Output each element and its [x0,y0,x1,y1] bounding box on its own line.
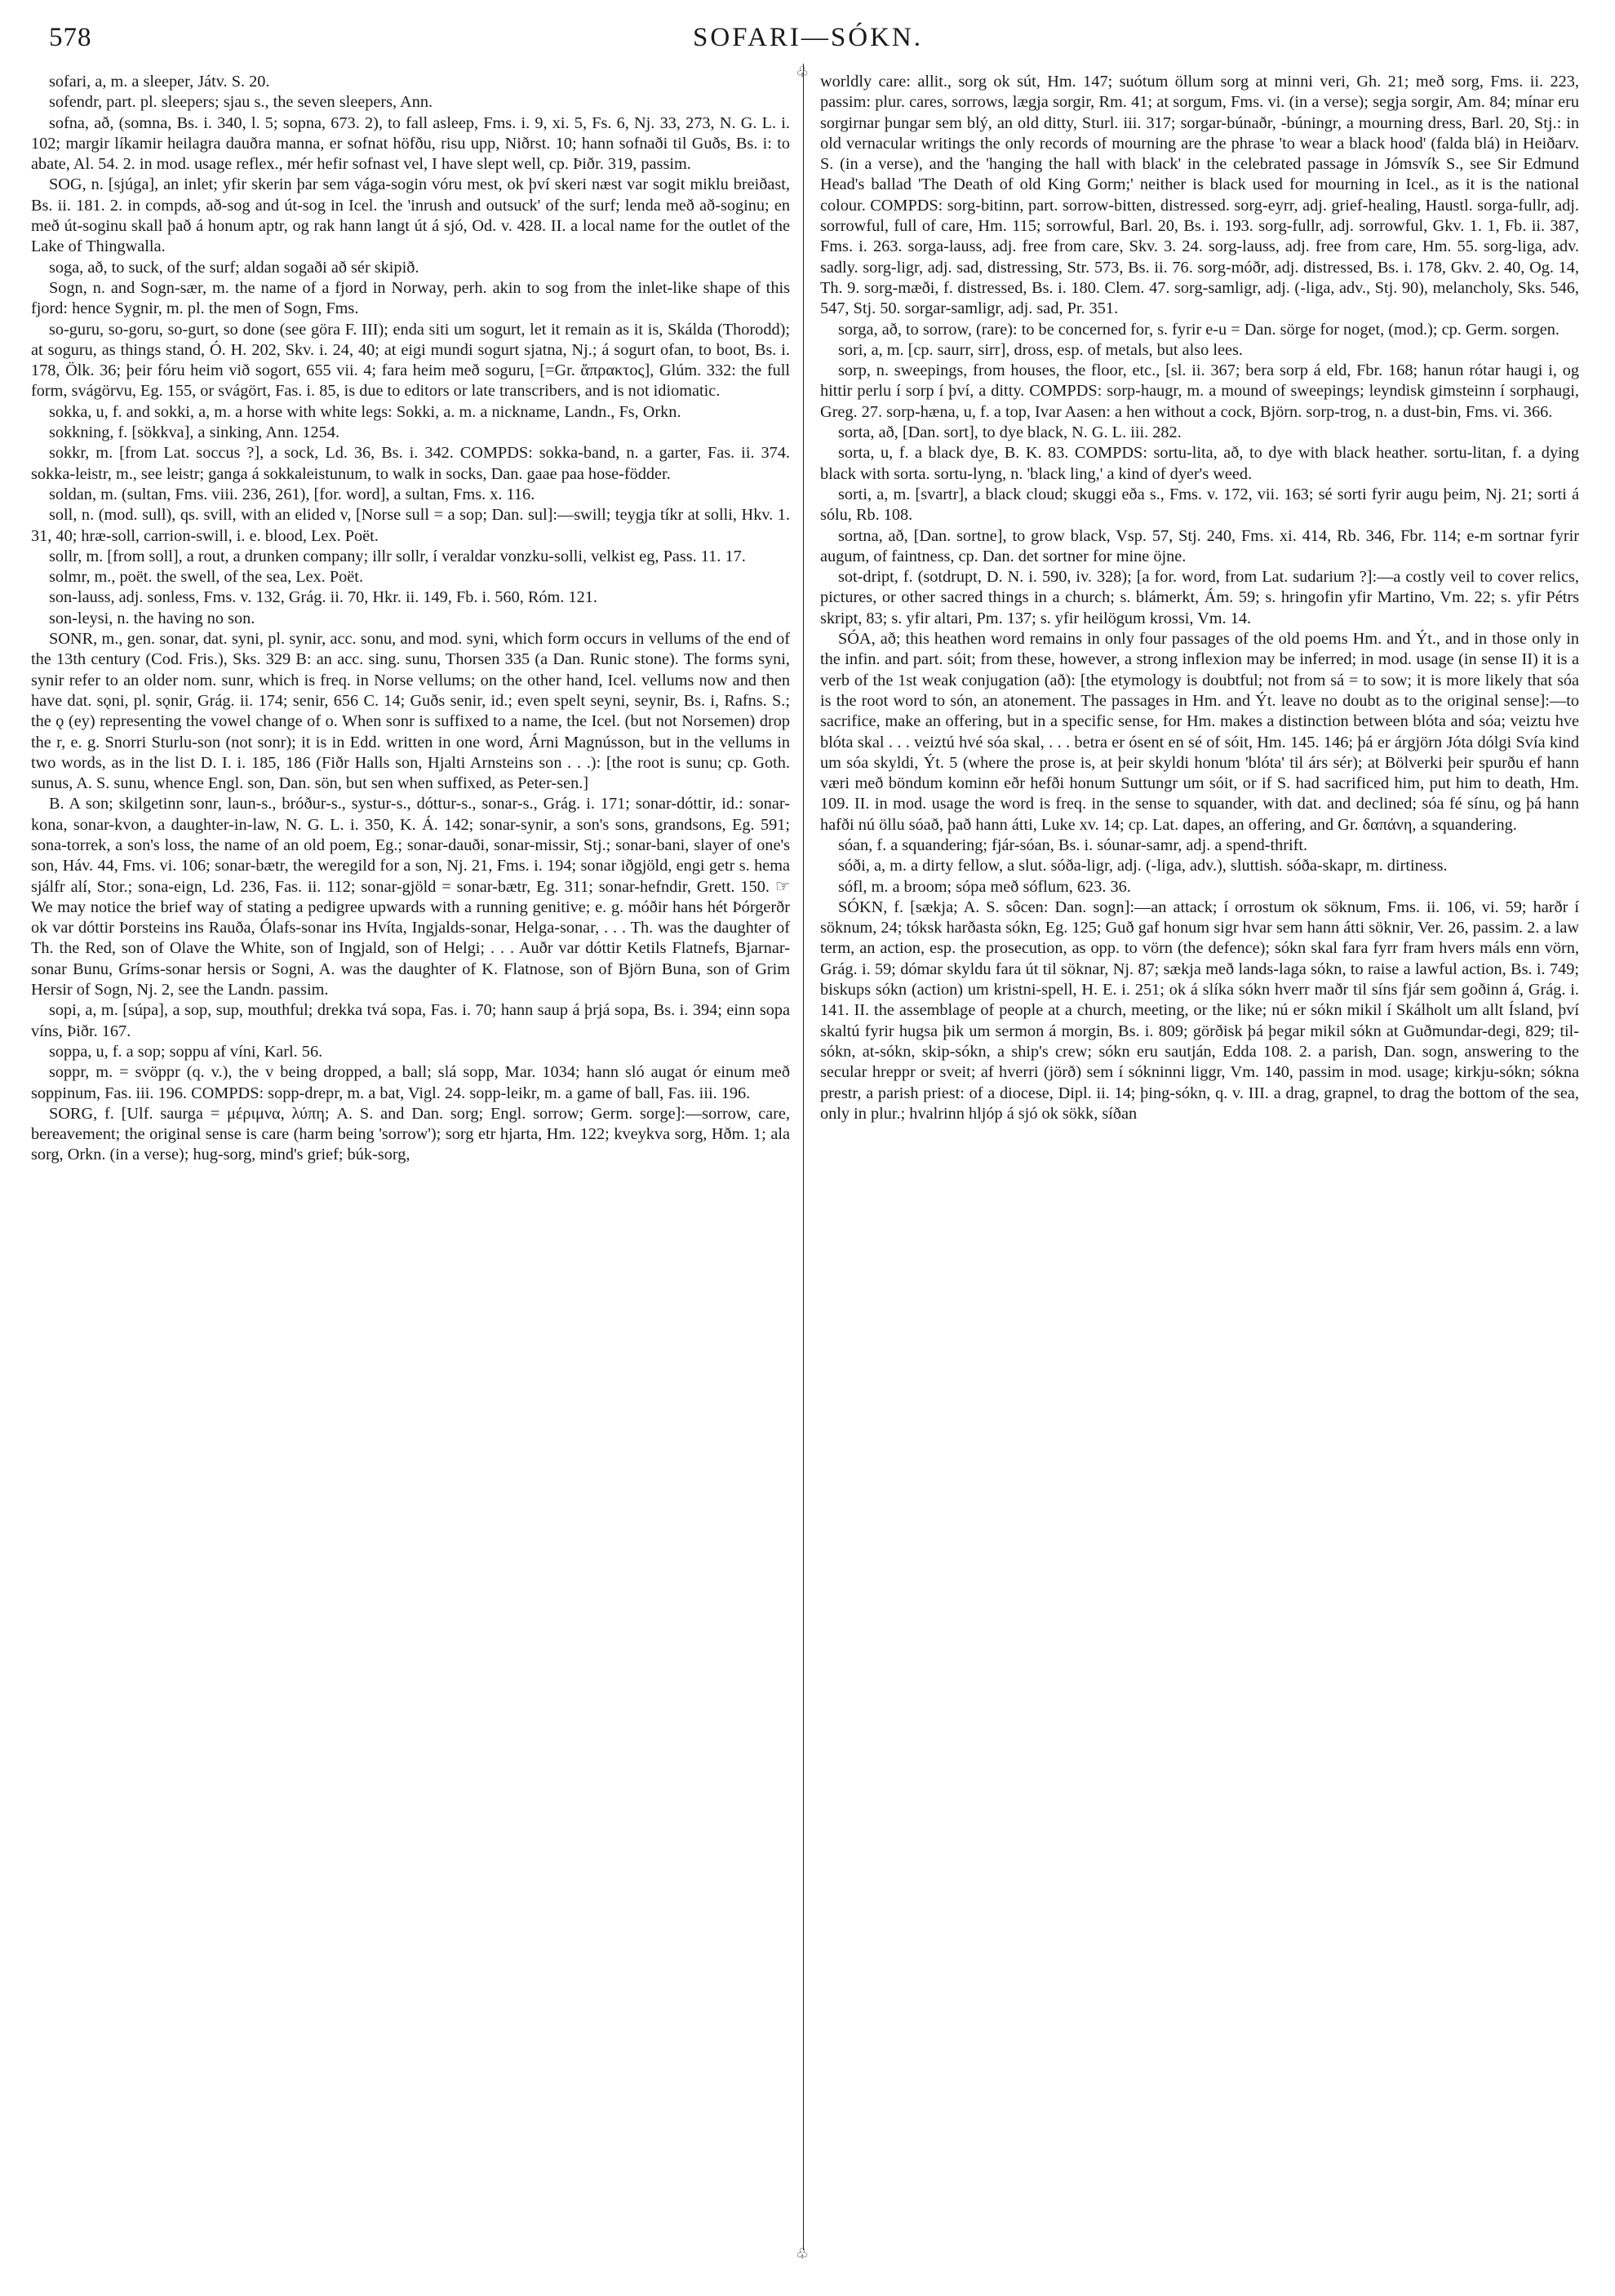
entry-soa: SÓA, að; this heathen word remains in only four passages of the old poems Hm. and Ýt., and in those only in the infin. and part. sóit; from these, however, a strong inflexion may be inferred; in mod. usage (in sense II) it is a verb of the 1st weak conjugation (að): [the etymology is doubtful; not from sá = to sow; it is more likely that sóa is the root word to són, an atonement. The passages in Hm. and Ýt. leave no doubt as to the original sense]:—to sacrifice, make an offering, but in a specific sense, for Hm. makes a distinction between blóta and sóa; veiztu hve blóta skal . . . veiztú hvé sóa skal, . . . betra er ósent en sé of sóit, Hm. 145. 146; þá er árgjörn Jóta dólgi Svía kind um sóa skyldi, Ýt. 5 (where the prose is, at þeir skyldi honum 'blóta' til árs sér); at Bölverki þeir spurðu ef hann væri með böndum kominn eðr hefði honum Suttungr um sóit, or if S. had sacrificed him, put him to death, Hm. 109. II. in mod. usage the word is freq. in the sense to squander, with dat. and declined; sóa fé sínu, og þá hann hafði nú öllu sóað, það hann átti, Luke xv. 14; cp. Lat. dapes, an offering, and Gr. δαπάνη, a squandering. [820,630,1579,834]
entry-sortna: sortna, að, [Dan. sortne], to grow black, Vsp. 57, Stj. 240, Fms. xi. 414, Rb. 346, Fbr. 114; e-m sortnar fyrir augum, of faintness, cp. Dan. det sortner for mine öjne. [820,526,1579,565]
entry-sorg: SORG, f. [Ulf. saurga = μέριμνα, λύπη; A. S. and Dan. sorg; Engl. sorrow; Germ. sorge]:—sorrow, care, bereavement; the original sense is care (harm being 'sorrow'); sorg etr hjarta, Hm. 122; kveykva sorg, Hðm. 1; ala sorg, Orkn. (in a verse); hug-sorg, mind's grief; búk-sorg, [31,1104,790,1164]
entry-sot-dript: sot-dript, f. (sotdrupt, D. N. i. 590, iv. 328); [a for. word, from Lat. sudarium ?]:—a costly veil to cover relics, pictures, or other sacred things in a church; s. blámerkt, Ám. 59; s. hringofin yfir Martino, Vm. 22; s. yfir Pétrs skript, 83; s. yfir altari, Pm. 137; s. yfir heilögum krossi, Vm. 14. [820,568,1579,627]
entry-sorta-verb: sorta, að, [Dan. sort], to dye black, N. G. L. iii. 282. [838,423,1182,442]
page-header [49,23,1567,62]
entry-sog: SOG, n. [sjúga], an inlet; yfir skerin þar sem vága-sogin vóru mest, ok því skeri næst var sogit miklu breiðast, Bs. ii. 181. 2. in compds, að-sog and út-sog in Icel. the 'inrush and outsuck' of the surf; lenda með að-soginu; en með út-soginu skall það á honum aptr, og rak hann langt út á sjó, Od. v. 428. II. a local name for the outlet of the Lake of Thingwalla. [31,175,790,256]
column-divider [803,64,804,2250]
entry-soan: sóan, f. a squandering; fjár-sóan, Bs. i. sóunar-samr, adj. a spend-thrift. [838,836,1308,854]
entry-soga: soga, að, to suck, of the surf; aldan sogaði að sér skipið. [49,258,419,277]
entry-sollr: sollr, m. [from soll], a rout, a drunken company; illr sollr, í veraldar vonzku-solli, velkist eg, Pass. 11. 17. [49,547,746,565]
entry-sorga: sorga, að, to sorrow, (rare): to be concerned for, s. fyrir e-u = Dan. sörge for noget, (mod.); cp. Germ. sorgen. [838,320,1560,339]
entry-sorp: sorp, n. sweepings, from houses, the floor, etc., [sl. ii. 367; bera sorp á eld, Fbr. 168; hanun rótar haugi i, og hittir perlu í sorp í því, a ditty. COMPDS: sorp-haugr, m. a mound of sweepings; leyndisk gimsteinn í sorphaugi, Greg. 27. sorp-hæna, u, f. a top, Ivar Aasen: a hen without a cock, Björn. sorp-trog, n. a dust-bin, Fms. vi. 366. [820,361,1579,421]
entry-sokn: SÓKN, f. [sækja; A. S. sôcen: Dan. sogn]:—an attack; í orrostum ok söknum, Fms. ii. 106, vi. 59; harðr í söknum, 24; tóksk harðasta sókn, Eg. 125; Guð gaf honum sigr hvar sem hann átti söknir, Ver. 26, passim. 2. a law term, an action, esp. the prosecution, as opp. to vörn (the defence); sókn skal fara fyrr fram hvers máls enn vörn, Grág. i. 59; dómar skyldu fara út til söknar, Nj. 87; sækja með lands-laga sókn, to raise a lawful action, Bs. i. 749; biskups sókn (action) um kristni-spell, H. E. i. 251; ok á slíka sókn hverr maðr til síns fjár sem goðinn á, Grág. i. 141. II. the assemblage of people at a church, meeting, or the like; nú er sókn mikil í Skálholt um allt Ísland, því skaltú fyrir hugsa þik um sermon á morgin, Bs. i. 809; görðisk þá þegar mikil sókn at Guðmundar-degi, 829; til-sókn, at-sókn, skip-sókn, a ship's crew; sókn eru sautján, Edda 108. 2. a parish, Dan. sogn, answering to the secular hreppr or sveit; af hverri (jörð) sem í sókninni liggr, Vm. 140, passim in mod. usage; kirkju-sókn; sókna prestr, a parish priest: of a diocese, Dipl. ii. 14; þing-sókn, q. v. III. a drag, grapnel, to drag the bottom of the sea, only in plur.; hvalrinn hljóp á sjó ok sökk, síðan [820,898,1579,1123]
entry-sonr: SONR, m., gen. sonar, dat. syni, pl. synir, acc. sonu, and mod. syni, which form occurs in vellums of the end of the 13th century (Cod. Fris.), Sks. 329 B: an acc. sing. sunu, Thorsen 335 (a Dan. Runic stone). The forms syni, synir refer to an older nom. sunr, which is freq. in Norse vellums; on the other hand, Icel. vellums now and then have dat. sǫni, pl. sǫnir, Grág. ii. 174; senir, 656 C. 14; Guðs senir, id.; even spelt seyni, seynir, Bs. i, Rafns. S.; the ǫ (ey) representing the vowel change of o. When sonr is suffixed to a name, the Icel. (but not Norsemen) drop the r, e. g. Snorri Sturlu-son (not sonr); it is in Edd. written in one word, Árni Magnússon, but in the vellums in two words, as in the list D. I. i. 185, 186 (Fiðr Halls son, Hjalti Arnsteins son . . .): [the root is sunu; cp. Goth. sunus, A. S. sunu, whence Engl. son, Dan. sön, but sen when suffixed, as Peter-sen.] [31,630,790,793]
entry-sopi: sopi, a, m. [súpa], a sop, sup, mouthful; drekka tvá sopa, Fas. i. 70; hann saup á þrjá sopa, Bs. i. 394; einn sopa víns, Þiðr. 167. [31,1001,790,1040]
entry-sonr-b: B. A son; skilgetinn sonr, laun-s., bróður-s., systur-s., dóttur-s., sonar-s., Grág. i. 171; sonar-dóttir, id.: sonar-kona, sonar-kvon, a daughter-in-law, N. G. L. i. 350, K. Á. 142; sonar-synir, a son's sons, grandsons, Eg. 591; sona-torrek, a son's loss, the name of an old poem, Eg.; sonar-dauði, sonar-missir, Stj.; sonar-bani, slayer of one's son, Háv. 44, Fms. vi. 106; sonar-bætr, the weregild for a son, Nj. 21, Fms. i. 194; sonar iðgjöld, engi getr s. hema sjálfr alí, Stor.; sona-eign, Ld. 236, Fas. ii. 112; sonar-gjöld = sonar-bætr, Eg. 311; sonar-hefndir, Grett. 150. ☞ We may notice the brief way of stating a pedigree upwards with a running genitive; e. g. móðir hans hét Þórgerðr ok var dóttir Þorsteins ins Rauða, Ólafs-sonar ins Hvíta, Ingjalds-sonar, Helga-sonar, . . . Th. was the daughter of Th. the Red, son of Olave the White, son of Ingjald, son of Helgi; . . . Auðr var dóttir Ketils Flatnefs, Bjarnar-sonar Bunu, Gríms-sonar hersis or Sogni, A. was the daughter of K. Flatnose, son of Björn Buna, son of Grim Hersir of Sogn, Nj. 2, see the Landn. passim. [31,795,790,1000]
left-column [31,72,790,1166]
entry-sofna: sofna, að, (somna, Bs. i. 340, l. 5; sopna, 673. 2), to fall asleep, Fms. i. 9, xi. 5, Fs. 6, Nj. 33, 273, N. G. L. i. 102; margir líkamir heilagra dauðra manna, er sofnat höfðu, risu upp, Niðrst. 10; hann sofnaði til Guðs, Bs. i: to abate, Al. 54. 2. in mod. usage reflex., mér hefir sofnast vel, I have slept well, cp. Þiðr. 319, passim. [31,113,790,174]
entry-sorg-continued: worldly care: allit., sorg ok sút, Hm. 147; suótum öllum sorg at minni veri, Gh. 21; með sorg, Fms. ii. 223, passim: plur. cares, sorrows, lægja sorgir, Rm. 41; at sorgum, Fms. vi. (in a verse); segja sorgir, Am. 84; mínar eru sorgirnar þungar sem blý, an old ditty, Sturl. iii. 317; sorgar-búnaðr, -búningr, a mourning dress, Barl. 20, Stj.: in old vernacular writings the only records of mourning are the phrase 'to wear a black hood' (falda blá) in Heiðarv. S. (in a verse), and the 'hanging the hall with black' in the celebrated passage in Jómsvík S., see Sir Edmund Head's ballad 'The Death of old King Gorm;' neither is black used for mourning in Icel., as it is the national colour. COMPDS: sorg-bitinn, part. sorrow-bitten, distressed. sorg-eyrr, adj. grief-healing, Haustl. sorga-fullr, adj. sorrowful, full of care, Hm. 115; sorrowful, Barl. 20, Bs. i. 193. sorg-fullr, adj. sorrowful, Gkv. 1. 1, Fb. ii. 387, Fms. i. 263. sorga-lauss, adj. free from care, Skv. 3. 24. sorg-lauss, adj. free from care, Hm. 55. sorg-liga, adv. sadly. sorg-ligr, adj. sad, distressing, Str. 573, Bs. ii. 76. sorg-móðr, adj. distressed, Bs. i. 178, Gkv. 2. 40, Og. 14, Th. 9. sorg-mæði, f. distressed, Bs. i. 180. Clem. 47. sorg-samligr, adj. (-liga, adv., Stj. 90), melancholy, Sks. 546, 547, Stj. 50. sorgar-samligr, adj. sad, Pr. 351. [820,73,1579,318]
entry-so-guru: so-guru, so-goru, so-gurt, so done (see göra F. III); enda siti um sogurt, let it remain as it is, Skálda (Thorodd); at soguru, as things stand, Ó. H. 202, Skv. i. 24, 40; at eigi mundi sogurt sjatna, Nj.; á sogurt ofan, to boot, Bs. i. 178, Ölk. 36; þeir fóru heim við sogort, 655 vii. 4; fara heim með soguru, [=Gr. ἄπρακτος], Glúm. 332: the full form, svágörvu, Eg. 155, or svágört, Fas. i. 85, is due to editors or late transcribers, and is not idiomatic. [31,320,790,401]
entry-sofendr: sofendr, part. pl. sleepers; sjau s., the seven sleepers, Ann. [49,93,433,112]
entry-solmr: solmr, m., poët. the swell, of the sea, Lex. Poët. [49,568,364,587]
page-number: 578 [49,23,92,52]
entry-sokkr: sokkr, m. [from Lat. soccus ?], a sock, Ld. 36, Bs. i. 342. COMPDS: sokka-band, n. a garter, Fas. ii. 374. sokka-leistr, m., see leistr; ganga á sokkaleistunum, to walk in socks, Dan. gaae paa hose-födder. [31,444,790,483]
entry-sofl: sófl, m. a broom; sópa með sóflum, 623. 36. [838,877,1131,896]
entry-soldan: soldan, m. (sultan, Fms. viii. 236, 261), [for. word], a sultan, Fms. x. 116. [49,485,535,503]
entry-sofari: sofari, a, m. a sleeper, Játv. S. 20. [49,73,270,91]
entry-sorti: sorti, a, m. [svartr], a black cloud; skuggi eða s., Fms. v. 172, vii. 163; sé sorti fyrir augu þeim, Nj. 21; sorti á sólu, Rb. 108. [820,485,1579,525]
entry-soppa: soppa, u, f. a sop; soppu af víni, Karl. 56. [49,1042,323,1061]
ornament-bottom-icon: ♧ [796,2245,810,2262]
entry-son-lauss: son-lauss, adj. sonless, Fms. v. 132, Grág. ii. 70, Hkr. ii. 149, Fb. i. 560, Róm. 121. [49,588,597,607]
entry-sokka: sokka, u, f. and sokki, a, m. a horse with white legs: Sokki, a. m. a nickname, Landn., Fs, Orkn. [49,402,681,421]
entry-sori: sori, a, m. [cp. saurr, sirr], dross, esp. of metals, but also lees. [838,340,1243,359]
right-column [820,72,1579,1124]
entry-sogn: Sogn, n. and Sogn-sær, m. the name of a fjord in Norway, perh. akin to sog from the inlet-like shape of this fjord: hence Sygnir, m. pl. the men of Sogn, Fms. [31,278,790,318]
ornament-top-icon: ♧ [796,64,810,80]
page-title: SOFARI—SÓKN. [692,23,924,52]
entry-sodi: sóði, a, m. a dirty fellow, a slut. sóða-ligr, adj. (-liga, adv.), sluttish. sóða-skapr, m. dirtiness. [838,857,1448,875]
entry-soll: soll, n. (mod. sull), qs. svill, with an elided v, [Norse sull = a sop; Dan. sul]:—swill; teygja tíkr at solli, Hkv. 1. 31, 40; hræ-soll, carrion-swill, i. e. blood, Lex. Poët. [31,506,790,545]
entry-soppr: soppr, m. = svöppr (q. v.), the v being dropped, a ball; slá sopp, Mar. 1034; hann sló augat ór einum með soppinum, Fas. iii. 196. COMPDS: sopp-drepr, m. a bat, Vigl. 24. sopp-leikr, m. a game of ball, Fas. iii. 196. [31,1063,790,1102]
entry-sorta-noun: sorta, u, f. a black dye, B. K. 83. COMPDS: sortu-lita, að, to dye with black heather. sortu-litan, f. a dying black with sorta. sortu-lyng, n. 'black ling,' a kind of dyer's weed. [820,444,1579,483]
entry-son-leysi: son-leysi, n. the having no son. [49,609,255,627]
entry-sokkning: sokkning, f. [sökkva], a sinking, Ann. 1254. [49,423,340,442]
